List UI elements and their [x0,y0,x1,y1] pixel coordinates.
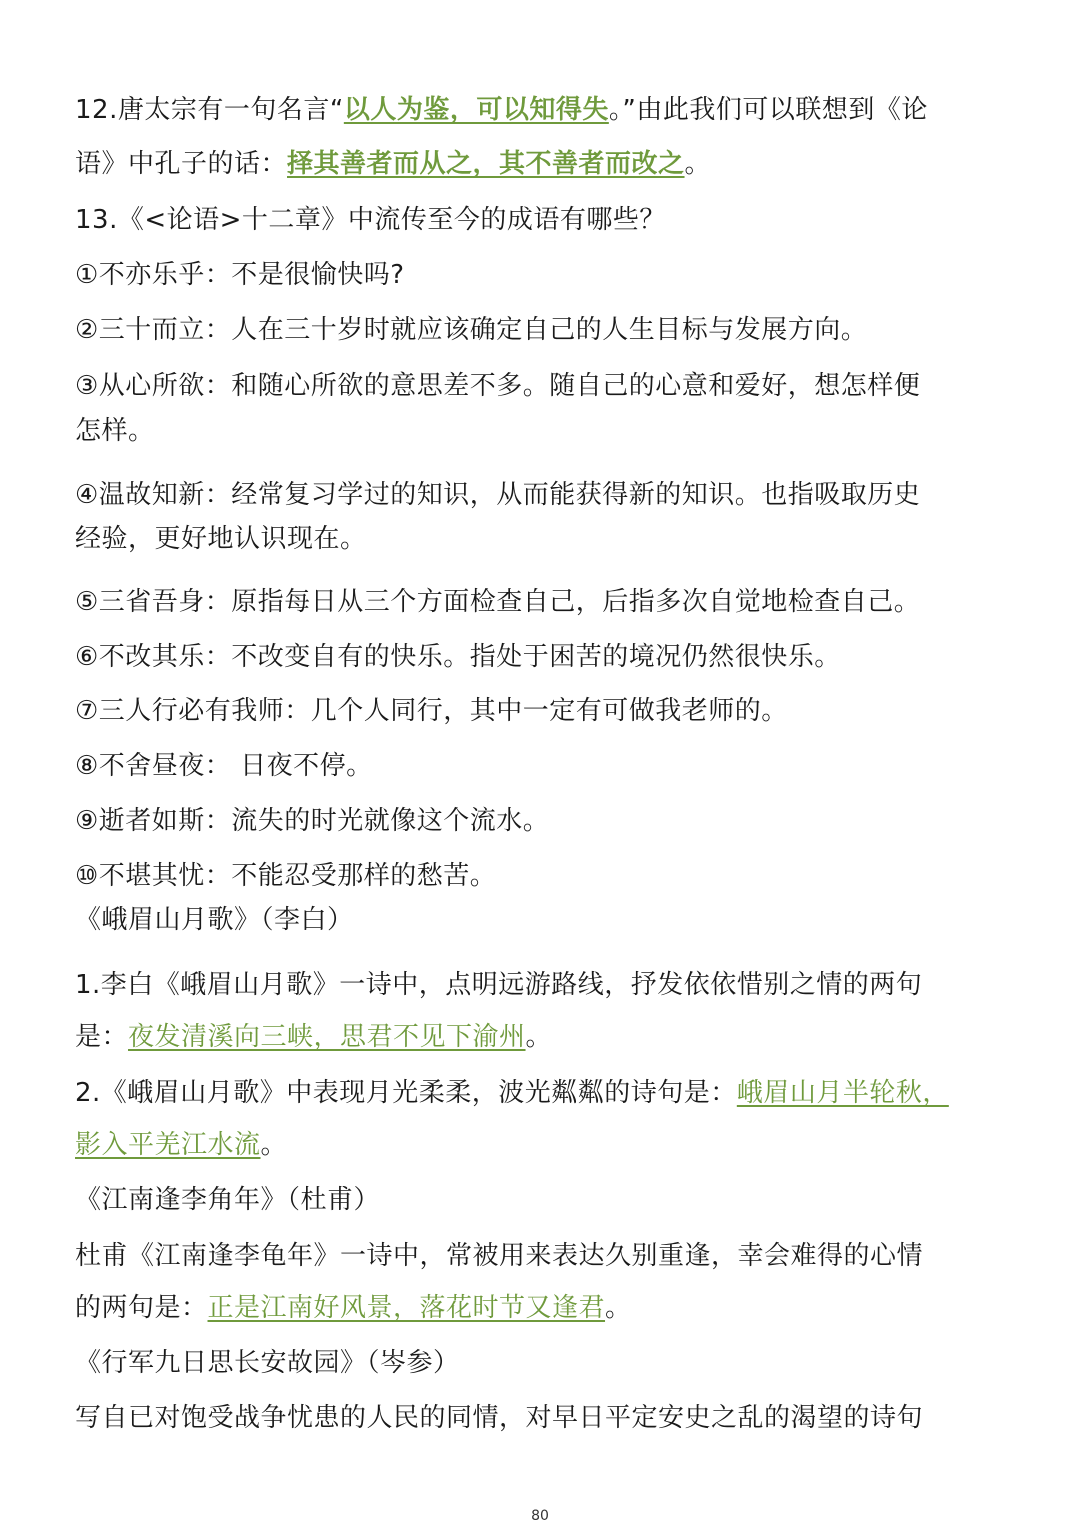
poem2-line-1: 杜甫《江南逢李龟年》一诗中，常被用来表达久别重逢，幸会难得的心情 [75,1241,924,1271]
idiom-item: ⑤三省吾身：原指每日从三个方面检查自己，后指多次自觉地检查自己。 [75,587,921,617]
q12-answer-2: 择其善者而从之，其不善者而改之 [287,149,685,179]
poem-title-xingjun: 《行军九日思长安故园》（岑参） [75,1348,460,1378]
idiom-item: ①不亦乐乎：不是很愉快吗? [75,260,405,290]
poem1-answer-2b: 影入平羌江水流 [75,1130,261,1160]
poem1-q2-line-1 [75,1076,949,1110]
poem3-line-1: 写自已对饱受战争忧患的人民的同情，对早日平定安史之乱的渴望的诗句 [75,1403,924,1433]
q12-line-1 [75,93,928,127]
poem1-q1-line-2 [75,1020,552,1054]
idiom-item: ⑧不舍昼夜： 日夜不停。 [75,751,373,781]
idiom-item: ⑥不改其乐：不改变自有的快乐。指处于困苦的境况仍然很快乐。 [75,642,841,672]
q12-text: 语》中孔子的话： [75,149,288,179]
idiom-item: ③从心所欲：和随心所欲的意思差不多。随自己的心意和爱好，想怎样便 [75,371,921,401]
poem1-q1-line-1: 1.李白《峨眉山月歌》一诗中，点明远游路线，抒发依依惜别之情的两句 [75,970,923,1000]
poem1-answer-1: 夜发清溪向三峡，思君不见下渝州 [128,1022,526,1052]
poem2-line-2 [75,1291,632,1325]
idiom-item: ⑨逝者如斯：流失的时光就像这个流水。 [75,806,550,836]
idiom-item: ④温故知新：经常复习学过的知识，从而能获得新的知识。也指吸取历史 [75,480,921,510]
poem2-answer: 正是江南好风景，落花时节又逢君 [207,1293,606,1323]
poem1-text: 。 [260,1130,288,1160]
poem1-q2-line-2 [75,1128,287,1162]
poem2-text: 。 [605,1293,632,1323]
idiom-item: ⑦三人行必有我师：几个人同行，其中一定有可做我老师的。 [75,696,788,726]
idiom-item: 经验，更好地认识现在。 [75,524,367,554]
page-number: 80 [531,1508,549,1524]
q12-line-2 [75,147,711,181]
poem1-text: 2.《峨眉山月歌》中表现月光柔柔，波光粼粼的诗句是： [75,1078,737,1108]
q12-text: 12.唐太宗有一句名言“ [75,95,344,125]
idiom-item: ⑩不堪其忧：不能忍受那样的愁苦。 [75,861,497,891]
q12-text: 。”由此我们可以联想到《论 [608,95,928,125]
poem1-answer-2a: 峨眉山月半轮秋， [736,1078,949,1108]
q13-question: 13.《<论语>十二章》中流传至今的成语有哪些？ [75,205,666,235]
q12-answer-1: 以人为鉴，可以知得失 [343,95,609,125]
poem1-text: 是： [75,1022,129,1052]
poem-title-emeishan: 《峨眉山月歌》（李白） [75,905,354,935]
idiom-item: 怎样。 [75,416,155,446]
poem2-text: 的两句是： [75,1293,208,1323]
q12-text: 。 [684,149,712,179]
poem1-text: 。 [525,1022,553,1052]
idiom-item: ②三十而立：人在三十岁时就应该确定自己的人生目标与发展方向。 [75,315,868,345]
poem-title-jiangnan: 《江南逢李角年》（杜甫） [75,1185,381,1215]
